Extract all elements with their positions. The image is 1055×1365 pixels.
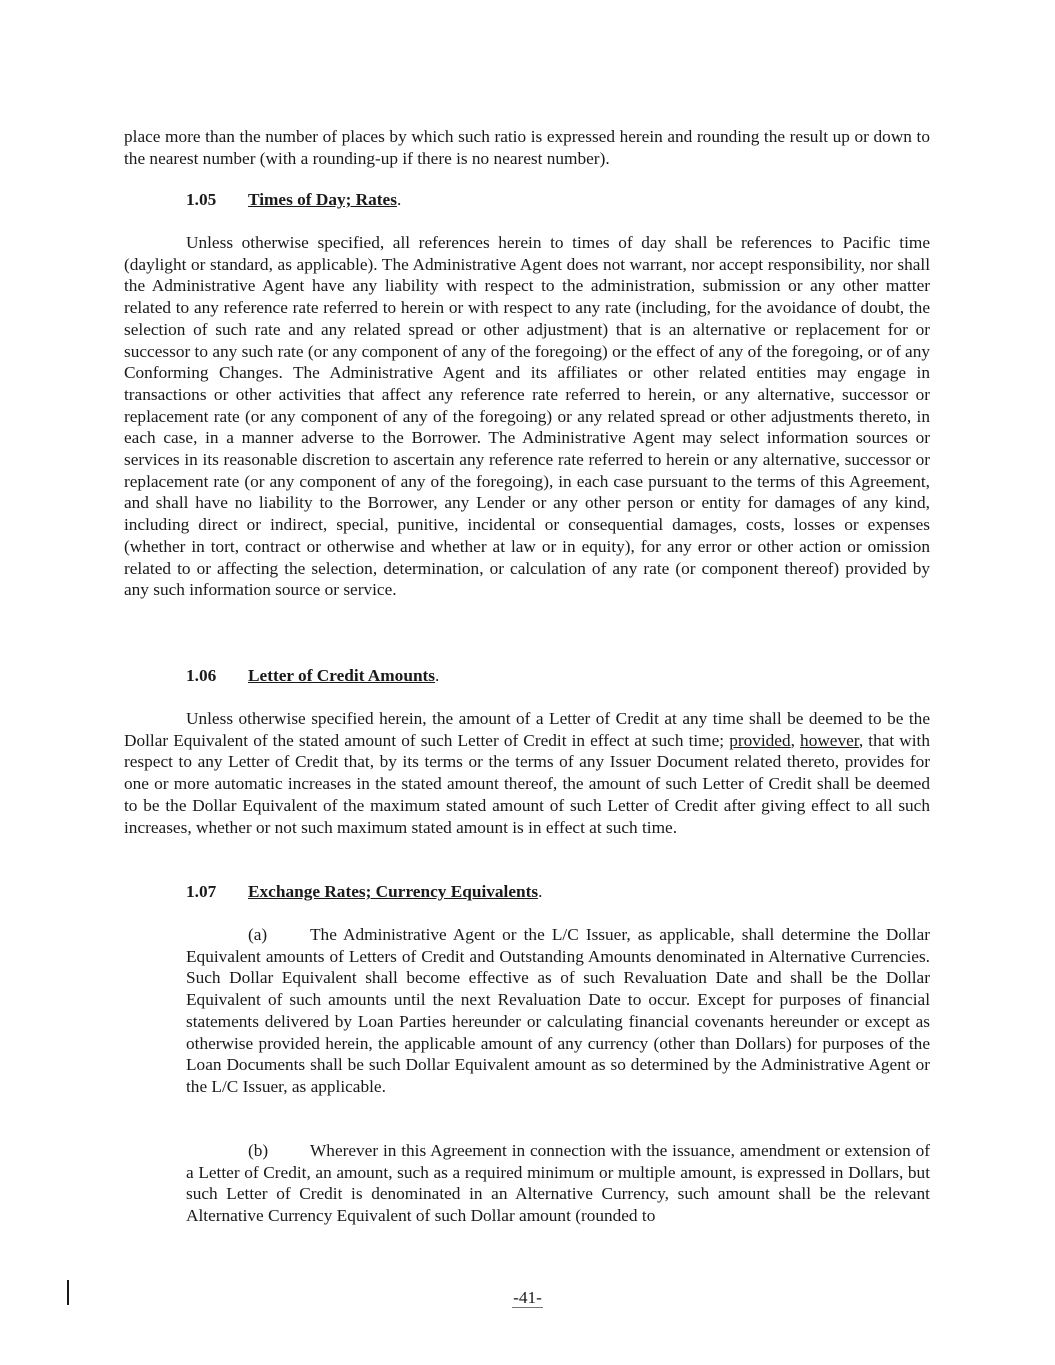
- section-number: 1.06: [186, 666, 217, 685]
- section-number: 1.07: [186, 882, 217, 901]
- section-1-05-heading: [186, 189, 401, 211]
- however-term: however: [800, 730, 859, 750]
- page-number: [0, 1287, 1055, 1309]
- subsection-text: Wherever in this Agreement in connection with the issuance, amendment or extension of a Letter of Credit, an amount, such as a required minimum or multiple amount, is expressed in Dollars, but such Letter of Credit is denominated in an Alternative Currency, such amount shall be the relevant Alternative Currency Equivalent of such Dollar amount (rounded to: [186, 1141, 930, 1226]
- heading-period: .: [435, 666, 440, 685]
- section-1-07-heading: [186, 881, 542, 903]
- section-title: Exchange Rates; Currency Equivalents: [248, 882, 539, 901]
- heading-period: .: [396, 190, 402, 209]
- subsection-b: [186, 1140, 930, 1227]
- heading-period: .: [538, 882, 543, 901]
- subsection-label: (b): [248, 1141, 269, 1160]
- section-1-05-body: Unless otherwise specified, all references herein to times of day shall be references to Pacific time (daylight or standard, as applicable). The Administrative Agent does not warrant, nor accept responsibility, nor shall the Administrative Agent have any liability with respect to the administration, submission or any other matter related to any reference rate referred to herein or with respect to any rate (including, for the avoidance of doubt, the selection of such rate and any related spread or other adjustment) that is an alternative or replacement for or successor to any such rate (or any component of any of the foregoing) or the effect of any of the foregoing, or of any Conforming Changes. The Administrative Agent and its affiliates or other related entities may engage in transactions or other activities that affect any reference rate referred to herein, or any alternative, successor or replacement rate (or any component of any of the foregoing) or any related spread or other adjustments thereto, in each case, in a manner adverse to the Borrower. The Administrative Agent may select information sources or services in its reasonable discretion to ascertain any reference rate referred to herein or any alternative, successor or replacement rate (or any component of any of the foregoing), in each case pursuant to the terms of this Agreement, and shall have no liability to the Borrower, any Lender or any other person or entity for damages of any kind, including direct or indirect, special, punitive, incidental or consequential damages, costs, losses or expenses (whether in tort, contract or otherwise and whether at law or in equity), for any error or other action or omission related to or affecting the selection, determination, or calculation of any rate (or component thereof) provided by any such information source or service.: [124, 233, 930, 600]
- page-number-text: -41-: [513, 1288, 542, 1307]
- section-1-06-heading: [186, 665, 439, 687]
- subsection-a: [186, 924, 930, 1098]
- section-title: Letter of Credit Amounts: [248, 666, 436, 685]
- subsection-text: The Administrative Agent or the L/C Issuer, as applicable, shall determine the Dollar Equivalent amounts of Letters of Credit and Outstanding Amounts denominated in Alternative Currencies. Such Dollar Equivalent shall become effective as of such Revaluation Date and shall be the Dollar Equivalent of such amounts until the next Revaluation Date to occur. Except for purposes of financial statements delivered by Loan Parties hereunder or calculating financial covenants hereunder or except as otherwise provided herein, the applicable amount of any currency (other than Dollars) for purposes of the Loan Documents shall be such Dollar Equivalent amount as so determined by the Administrative Agent or the L/C Issuer, as applicable.: [186, 925, 930, 1096]
- comma: ,: [790, 730, 801, 750]
- provided-term: provided: [729, 730, 791, 750]
- intro-paragraph: place more than the number of places by which such ratio is expressed herein and rounding the result up or down to the nearest number (with a rounding-up if there is no nearest number).: [124, 127, 930, 168]
- body-text: , that with respect to any Letter of Credit that, by its terms or the terms of any Issuer Document related thereto, provides for one or more automatic increases in the stated amount thereof, the amount of such Letter of Credit shall be deemed to be the Dollar Equivalent of the maximum stated amount of such Letter of Credit after giving effect to all such increases, whether or not such maximum stated amount is in effect at such time.: [124, 730, 931, 837]
- subsection-label: (a): [248, 925, 268, 944]
- section-number: 1.05: [186, 190, 217, 209]
- body-text: Unless otherwise specified herein, the amount of a Letter of Credit at any time shall be deemed to be the Dollar Equivalent of the stated amount of such Letter of Credit in effect at such time;: [124, 709, 930, 750]
- section-1-06-body: [124, 708, 930, 838]
- section-title: Times of Day; Rates: [248, 190, 397, 209]
